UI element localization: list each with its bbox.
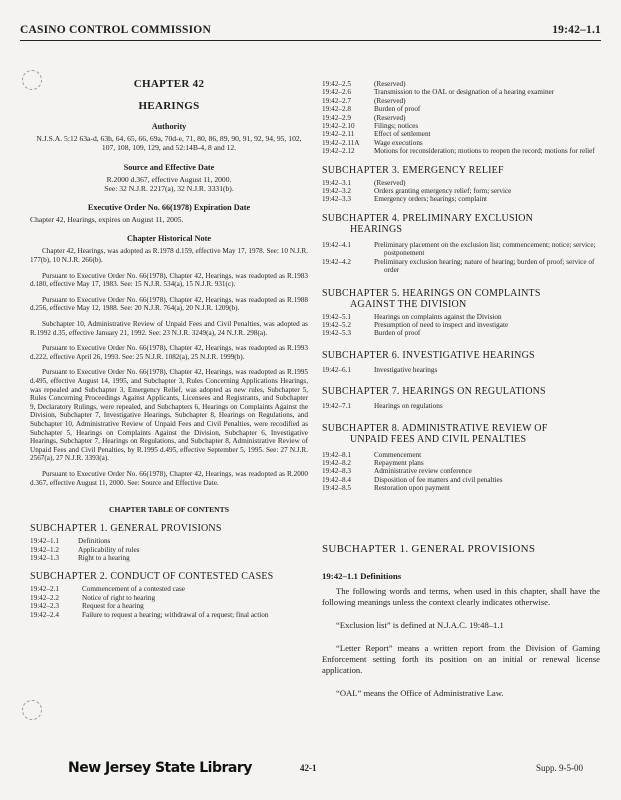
section-number: 19:42–2.5 — [322, 80, 351, 88]
exec-order-heading: Executive Order No. 66(1978) Expiration Date — [87, 203, 251, 213]
section-number: 19:42–4.2 — [322, 257, 351, 266]
history-paragraph: Pursuant to Executive Order No. 66(1978), Chapter 42, Hearings, was readopted as R.1988 d.256, effective May 12, 1988. See: 20 N.J.R. 764(a), 20 N.J.R. 1209(b). — [30, 295, 308, 313]
section-title: (Reserved) — [374, 178, 406, 187]
history-paragraph: Subchapter 10, Administrative Review of Unpaid Fees and Civil Penalties, was adopted as R.1992 d.35, effective January 21, 1992. See: 23 N.J.R. 3249(a), 24 N.J.R. 298(a). — [30, 320, 308, 337]
subchapter-title-cont: HEARINGS — [350, 223, 403, 235]
subchapter-title-line: SUBCHAPTER 6. INVESTIGATIVE HEARINGS — [322, 349, 535, 361]
toc-row — [30, 537, 308, 545]
toc-row — [322, 122, 600, 130]
section-number: 19:42–8.1 — [322, 450, 351, 459]
section-number: 19:42–8.3 — [322, 467, 351, 476]
section-number: 19:42–1.1 — [30, 537, 59, 546]
toc-row — [322, 313, 600, 321]
page-footer — [0, 760, 621, 780]
toc-row — [30, 602, 308, 610]
toc-list — [30, 585, 308, 619]
toc-row — [322, 402, 600, 410]
section-number: 19:42–7.1 — [322, 402, 351, 411]
subchapter-title — [322, 423, 600, 445]
section-number: 19:42–2.9 — [322, 113, 351, 122]
toc-list — [322, 366, 600, 374]
section-number: 19:42–5.1 — [322, 312, 351, 321]
section-number: 19:42–2.6 — [322, 88, 351, 97]
source-heading: Source and Effective Date — [123, 162, 215, 172]
right-column — [322, 80, 600, 699]
source-text: R.2000 d.367, effective August 11, 2000. — [106, 174, 232, 184]
section-title: Emergency orders; hearings; complaint — [374, 195, 488, 204]
section-number: 19:42–2.11A — [322, 138, 360, 147]
subchapter-title: SUBCHAPTER 1. GENERAL PROVISIONS — [30, 523, 222, 535]
toc-list — [322, 80, 600, 156]
subchapter-heading: SUBCHAPTER 1. GENERAL PROVISIONS — [322, 542, 536, 555]
section-title: Motions for reconsideration; motions to reopen the record; motions for relief — [374, 147, 595, 156]
section-title: Notice of right to hearing — [82, 593, 156, 602]
section-number: 19:42–4.1 — [322, 240, 351, 249]
toc-heading: CHAPTER TABLE OF CONTENTS — [109, 505, 229, 515]
section-number: 19:42–1.3 — [30, 553, 59, 562]
section-title: Hearings on complaints against the Division — [374, 312, 502, 321]
subchapter-title — [322, 213, 600, 235]
section-title: Failure to request a hearing; withdrawal of a request; final action — [82, 610, 269, 619]
section-number: 19:42–1.2 — [30, 545, 59, 554]
toc-row — [322, 476, 600, 484]
subchapter-title-line: SUBCHAPTER 4. PRELIMINARY EXCLUSION — [322, 212, 534, 224]
toc-row — [322, 451, 600, 459]
section-title: Commencement — [374, 450, 422, 459]
chapter-title: HEARINGS — [138, 100, 200, 112]
toc-list — [322, 241, 600, 275]
section-number: 19:42–8.5 — [322, 484, 351, 493]
toc-row — [322, 321, 600, 329]
left-column — [30, 78, 308, 619]
definition-paragraph: “Letter Report” means a written report from the Division of Gaming Enforcement setting forth its position on an initial or renewal license application. — [322, 642, 600, 675]
section-number: 19:42–5.2 — [322, 320, 351, 329]
toc-list — [30, 537, 308, 562]
section-heading: 19:42–1.1 Definitions — [322, 570, 402, 581]
section-title: Preliminary placement on the exclusion list; commencement; notice; service; postponement — [374, 240, 596, 258]
toc-row — [322, 130, 600, 138]
running-header — [20, 24, 601, 36]
toc-row — [322, 329, 600, 337]
section-number: 19:42–3.1 — [322, 178, 351, 187]
section-number: 19:42–2.3 — [30, 602, 59, 611]
subchapter-title — [322, 288, 600, 310]
toc-row — [30, 611, 308, 619]
section-title: Burden of proof — [374, 105, 421, 114]
toc-row — [322, 195, 600, 203]
toc-row — [322, 80, 600, 88]
toc-row — [322, 88, 600, 96]
section-title: Filings; notices — [374, 122, 419, 131]
section-number: 19:42–2.11 — [322, 130, 355, 139]
supplement-date: Supp. 9-5-00 — [536, 763, 583, 773]
header-left: CASINO CONTROL COMMISSION — [20, 24, 211, 36]
toc-list — [322, 313, 600, 338]
subchapter-title — [322, 386, 600, 397]
toc-list — [322, 451, 600, 493]
subchapter-title-line: SUBCHAPTER 7. HEARINGS ON REGULATIONS — [322, 386, 546, 398]
toc-row — [322, 97, 600, 105]
section-title: Commencement of a contested case — [82, 585, 185, 594]
section-title: (Reserved) — [374, 96, 406, 105]
subchapter-title: SUBCHAPTER 2. CONDUCT OF CONTESTED CASES — [30, 571, 274, 583]
toc-row — [322, 366, 600, 374]
toc-row — [30, 546, 308, 554]
authority-text: N.J.S.A. 5:12 63a-d, 63h, 64, 65, 66, 69a, 70d-e, 71, 80, 86, 89, 90, 91, 92, 94, 95, 102, 107, 108, 109, 129, and 52:14B-4, 8 and 12. — [36, 134, 302, 153]
section-number: 19:42–5.3 — [322, 329, 351, 338]
section-number: 19:42–3.2 — [322, 187, 351, 196]
toc-row — [322, 114, 600, 122]
section-title: Orders granting emergency relief; form; service — [374, 187, 512, 196]
header-rule — [20, 40, 601, 41]
subchapter-title-cont: AGAINST THE DIVISION — [350, 298, 467, 310]
chapter-number: CHAPTER 42 — [133, 78, 205, 90]
section-number: 19:42–2.8 — [322, 105, 351, 114]
toc-row — [322, 484, 600, 492]
punch-hole-mark — [22, 700, 42, 720]
section-title: Effect of settlement — [374, 130, 431, 139]
toc-row — [30, 554, 308, 562]
library-stamp-logo: New Jersey State Library — [68, 760, 252, 776]
section-title: (Reserved) — [374, 80, 406, 88]
definition-paragraph: “OAL” means the Office of Administrative Law. — [336, 687, 504, 698]
section-title: Presumption of need to inspect and investigate — [374, 320, 509, 329]
section-number: 19:42–2.10 — [322, 122, 355, 131]
section-number: 19:42–2.2 — [30, 593, 59, 602]
section-number: 19:42–2.4 — [30, 610, 59, 619]
section-title: Request for a hearing — [82, 602, 144, 611]
toc-row — [322, 258, 600, 275]
section-title: Restoration upon payment — [374, 484, 450, 493]
source-text: See: 32 N.J.R. 2217(a), 32 N.J.R. 3331(b). — [104, 183, 234, 193]
toc-row — [322, 105, 600, 113]
subchapter-title-line: SUBCHAPTER 5. HEARINGS ON COMPLAINTS — [322, 287, 541, 299]
toc-list — [322, 179, 600, 204]
history-paragraph: Chapter 42, Hearings, was adopted as R.1978 d.159, effective May 17, 1978. See: 10 N.J.R. 177(b), 10 N.J.R. 266(b). — [30, 247, 308, 265]
section-title: Disposition of fee matters and civil penalties — [374, 475, 503, 484]
toc-row — [322, 467, 600, 475]
section-title: Preliminary exclusion hearing; nature of hearing; burden of proof; service of order — [374, 257, 595, 275]
authority-heading: Authority — [151, 122, 187, 131]
history-heading: Chapter Historical Note — [127, 234, 211, 244]
section-title: Definitions — [78, 537, 111, 546]
page-number: 42-1 — [300, 763, 317, 773]
section-number: 19:42–2.1 — [30, 585, 59, 594]
history-paragraph: Pursuant to Executive Order No. 66(1978), Chapter 42, Hearings, was readopted as R.1983 d.180, effective May 17, 1983. See: 15 N.J.R. 534(a), 15 N.J.R. 931(c). — [30, 271, 308, 289]
exec-order-text: Chapter 42, Hearings, expires on August 11, 2005. — [30, 215, 184, 225]
section-title: Hearings on regulations — [374, 402, 443, 411]
section-title: Transmission to the OAL or designation of a hearing examiner — [374, 88, 555, 97]
section-title: Investigative hearings — [374, 365, 438, 374]
section-number: 19:42–6.1 — [322, 365, 351, 374]
toc-row — [322, 241, 600, 258]
history-paragraph: Pursuant to Executive Order No. 66(1978), Chapter 42, Hearings, was readopted as R.1995 d.495, effective August 14, 1995, and Subchapter 3, Rules Concerning Applications Hearings, was repealed and Subchapter 3, Emergency Relief, was adopted as new rules, Subchapter 5, Rules Concerning Proceedings Against Applicants, Licensees and Registrants, and Subchapter 9, Declaratory Rulings, were repealed, and Subchapters 6, Hearings on Complaints Against the Division, Subchapter 7, Investigative Hearings, Subchapter 8, Hearings on Regulations, and Subchapter 10, Administrative Review of Unpaid Fees and Civil Penalties, were recodified as Subchapter 5, Hearings on Complaints Against the Division, Subchapter 6, Investigative Hearings, Subchapter 7, Hearings on Regulations, and Subchapter 8, Administrative Review of Unpaid Fees and Civil Penalties, by R.1995 d.495, effective September 5, 1995. See: 27 N.J.R. 2567(a), 27 N.J.R. 3393(a). — [30, 368, 308, 463]
history-paragraph: Pursuant to Executive Order No. 66(1978), Chapter 42, Hearings, was readopted as R.1993 d.222, effective April 26, 1993. See: 25 N.J.R. 1082(a), 25 N.J.R. 1999(b). — [30, 344, 308, 361]
section-number: 19:42–2.7 — [322, 96, 351, 105]
header-right: 19:42–1.1 — [552, 24, 601, 36]
section-title: Repayment plans — [374, 458, 424, 467]
subchapter-title-line: SUBCHAPTER 8. ADMINISTRATIVE REVIEW OF — [322, 422, 548, 434]
toc-row — [322, 139, 600, 147]
subchapter-title — [322, 350, 600, 361]
section-number: 19:42–2.12 — [322, 147, 355, 156]
toc-row — [322, 179, 600, 187]
subchapter-title-line: SUBCHAPTER 3. EMERGENCY RELIEF — [322, 164, 504, 176]
section-title: Applicability of rules — [78, 545, 140, 554]
section-title: Right to a hearing — [78, 553, 130, 562]
section-title: Wage executions — [374, 138, 423, 147]
toc-row — [322, 459, 600, 467]
section-number: 19:42–8.4 — [322, 475, 351, 484]
section-number: 19:42–8.2 — [322, 458, 351, 467]
toc-row — [322, 187, 600, 195]
subchapter-title-cont: UNPAID FEES AND CIVIL PENALTIES — [350, 433, 527, 445]
toc-row — [30, 585, 308, 593]
definition-paragraph: The following words and terms, when used in this chapter, shall have the following meanings unless the context clearly indicates otherwise. — [322, 585, 600, 607]
section-title: (Reserved) — [374, 113, 406, 122]
section-title: Burden of proof — [374, 329, 421, 338]
toc-row — [30, 594, 308, 602]
section-title: Administrative review conference — [374, 467, 472, 476]
subchapter-title — [322, 165, 600, 176]
history-paragraph: Pursuant to Executive Order No. 66(1978), Chapter 42, Hearings, was readopted as R.2000 d.367, effective August 11, 2000. See: Source and Effective Date. — [30, 469, 308, 487]
definition-paragraph: “Exclusion list” is defined at N.J.A.C. 19:48–1.1 — [336, 619, 504, 630]
section-number: 19:42–3.3 — [322, 195, 351, 204]
toc-list — [322, 402, 600, 410]
toc-row — [322, 147, 600, 155]
